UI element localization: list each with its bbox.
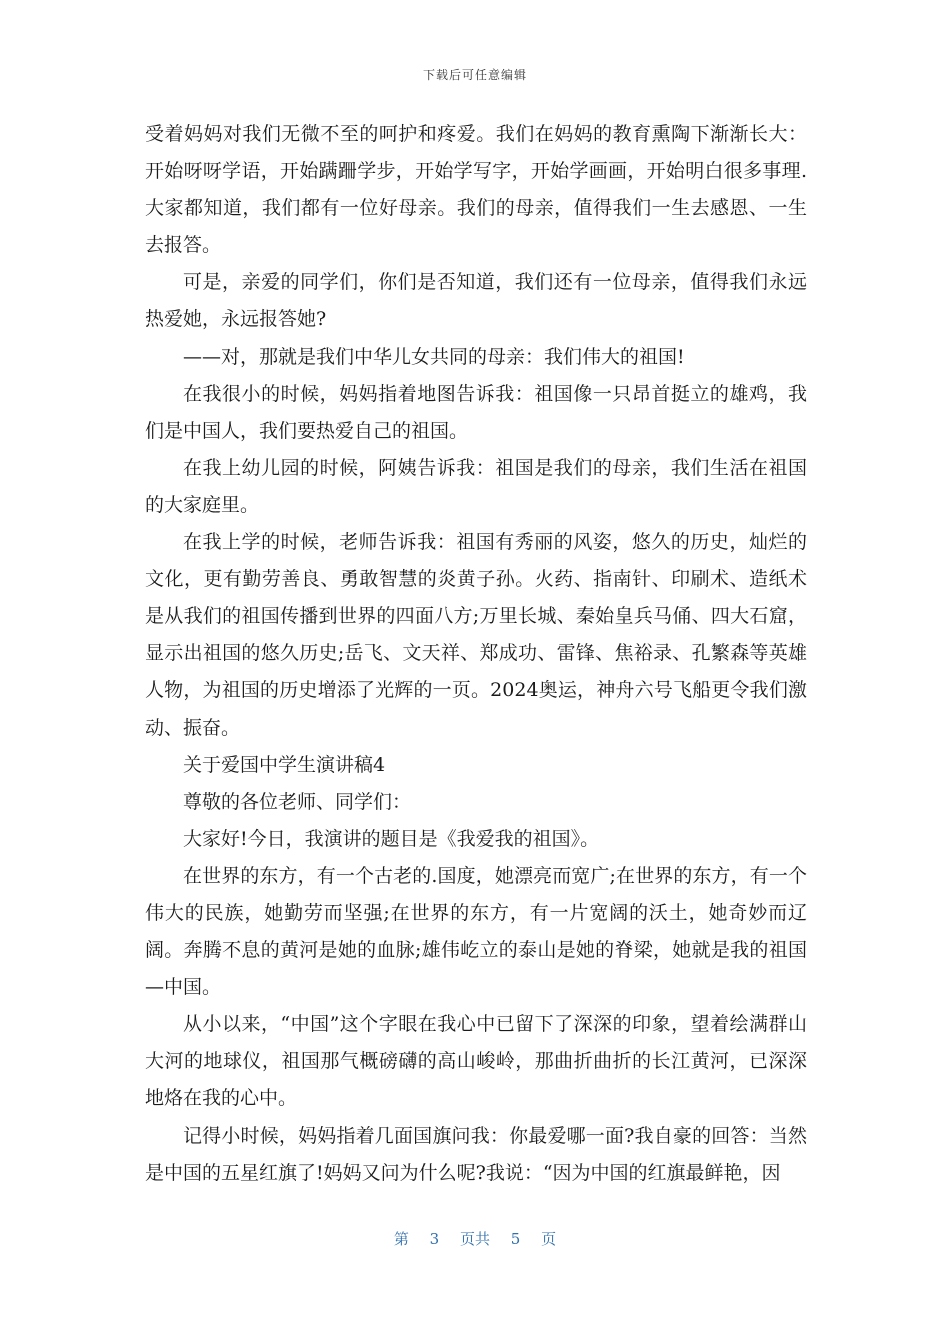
paragraph-6: 在我上学的时候，老师告诉我：祖国有秀丽的风姿，悠久的历史，灿烂的文化，更有勤劳善良、勇敢智慧的炎黄子孙。火药、指南针、印刷术、造纸术是从我们的祖国传播到世界的四面八方;万里长城、秦始皇兵马俑、四大石窟，显示出祖国的悠久历史;岳飞、文天祥、郑成功、雷锋、焦裕录、孔繁森等英雄人物，为祖国的历史增添了光辉的一页。2024奥运，神舟六号飞船更令我们激动、振奋。 [145,531,807,739]
greeting: 大家好!今日，我演讲的题目是《我爱我的祖国》。 [183,827,600,850]
paragraph-12: 记得小时候，妈妈指着几面国旗问我：你最爱哪一面?我自豪的回答：当然是中国的五星红旗了!妈妈又问为什么呢?我说：“因为中国的红旗最鲜艳，因 [145,1124,807,1184]
current-page-number: 3 [429,1230,440,1248]
document-body [145,116,807,1192]
page-header: 下载后可任意编辑 [422,68,527,82]
total-pages-number: 5 [510,1230,521,1248]
paragraph-2: 可是，亲爱的同学们，你们是否知道，我们还有一位母亲，值得我们永远热爱她，永远报答她? [145,271,807,331]
paragraph-11: 从小以来，“中国”这个字眼在我心中已留下了深深的印象，望着绘满群山大河的地球仪，祖国那气概磅礴的高山峻岭，那曲折曲折的长江黄河，已深深地烙在我的心中。 [145,1013,807,1110]
page-label-middle: 页共 [459,1230,490,1248]
salutation: 尊敬的各位老师、同学们： [183,790,412,813]
paragraph-3: ——对，那就是我们中华儿女共同的母亲：我们伟大的祖国! [183,345,685,368]
paragraph-4: 在我很小的时候，妈妈指着地图告诉我：祖国像一只昂首挺立的雄鸡，我们是中国人，我们要热爱自己的祖国。 [145,382,807,442]
paragraph-5: 在我上幼儿园的时候，阿姨告诉我：祖国是我们的母亲，我们生活在祖国的大家庭里。 [145,456,807,516]
page-label-prefix: 第 [393,1230,409,1248]
paragraph-1: 受着妈妈对我们无微不至的呵护和疼爱。我们在妈妈的教育熏陶下渐渐长大：开始呀呀学语，开始蹒跚学步，开始学写字，开始学画画，开始明白很多事理.大家都知道，我们都有一位好母亲。我们的母亲，值得我们一生去感恩、一生去报答。 [145,123,807,257]
paragraph-10: 在世界的东方，有一个古老的.国度，她漂亮而宽广;在世界的东方，有一个伟大的民族，她勤劳而坚强;在世界的东方，有一片宽阔的沃土，她奇妙而辽阔。奔腾不息的黄河是她的血脉;雄伟屹立的泰山是她的脊梁，她就是我的祖国—中国。 [145,864,807,999]
page-footer [0,1228,950,1249]
page-label-suffix: 页 [541,1230,557,1248]
section-title: 关于爱国中学生演讲稿4 [183,753,386,776]
